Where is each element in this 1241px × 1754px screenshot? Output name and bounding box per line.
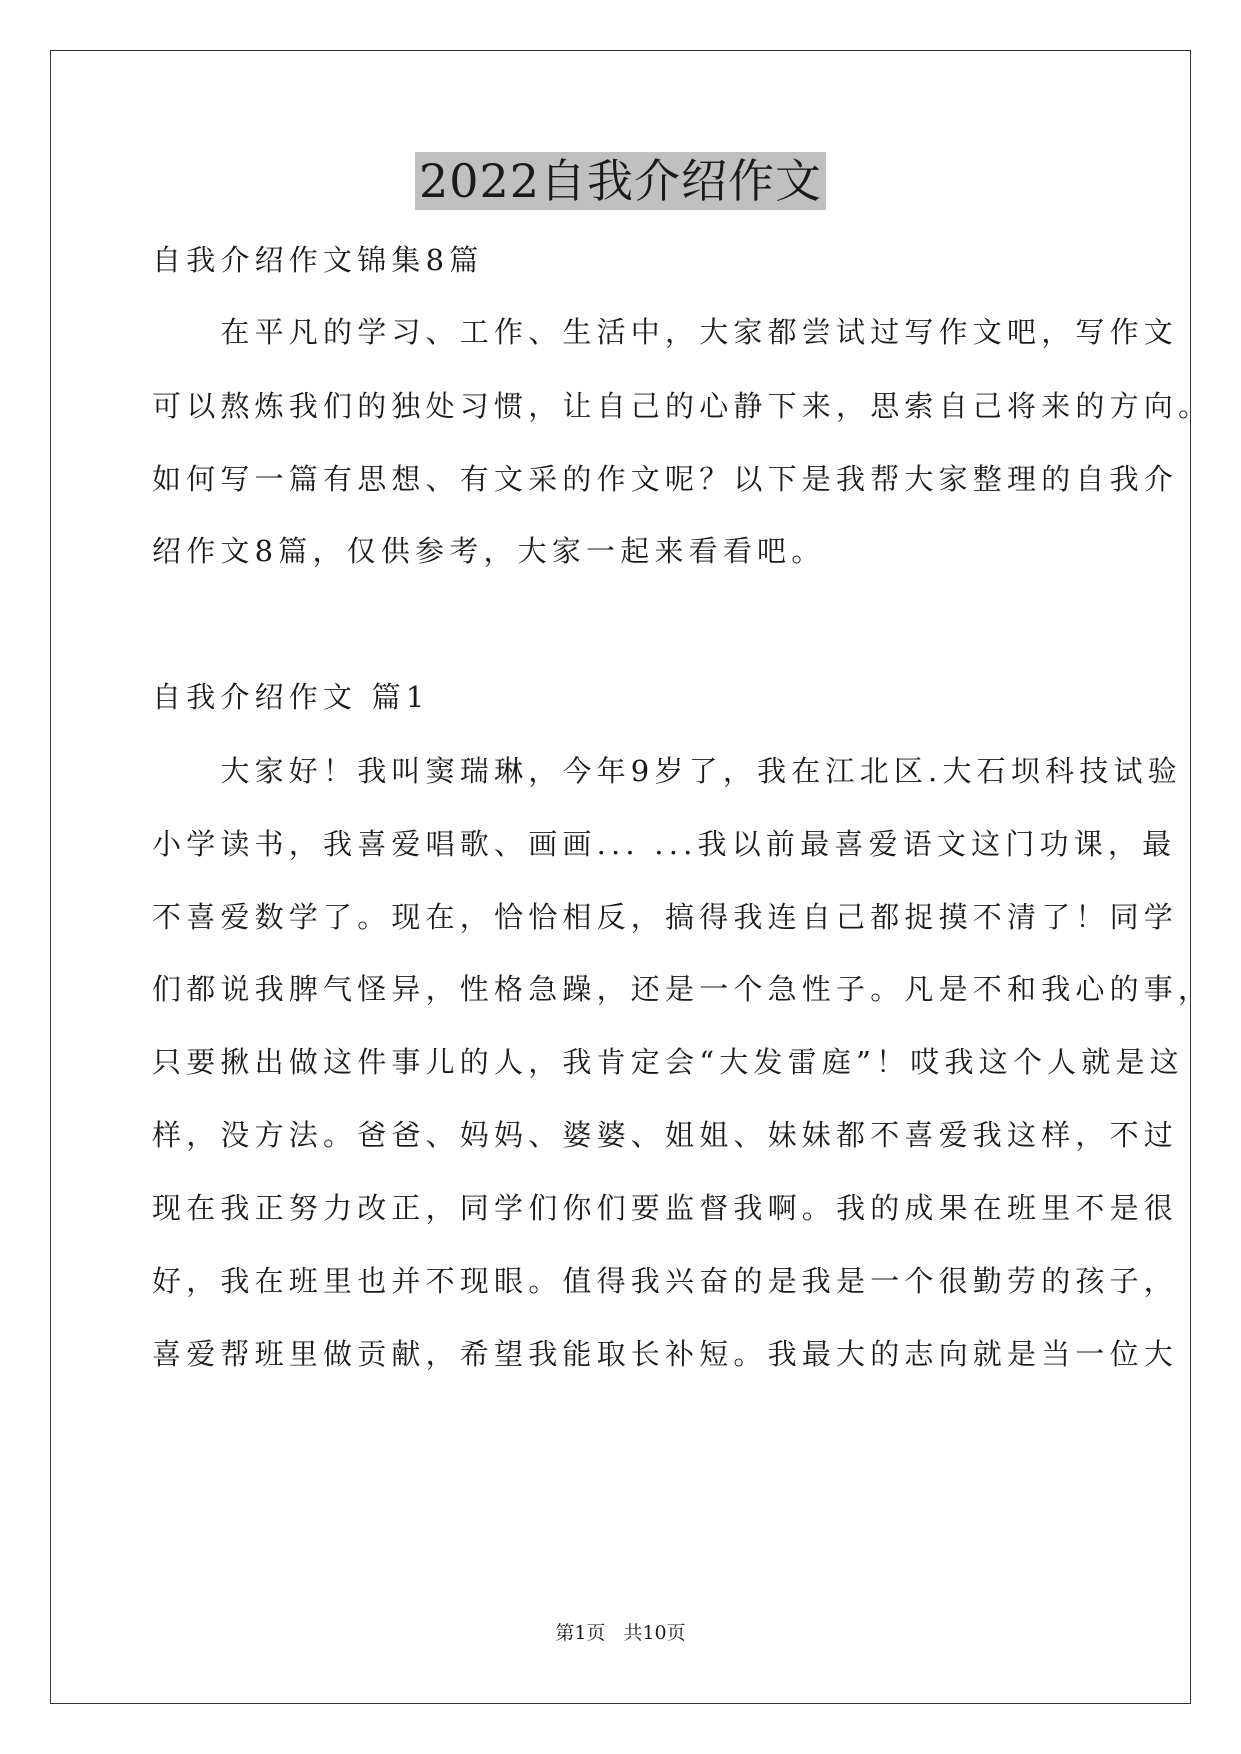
paragraph-line: 只要揪出做这件事儿的人，我肯定会“大发雷庭”！哎我这个人就是这 bbox=[152, 1045, 1184, 1079]
section-heading: 自我介绍作文 篇1 bbox=[152, 680, 430, 714]
page-frame bbox=[50, 50, 1213, 1704]
intro-line: 绍作文8篇，仅供参考，大家一起来看看吧。 bbox=[152, 534, 826, 568]
paragraph-line: 们都说我脾气怪异，性格急躁，还是一个急性子。凡是不和我心的事， bbox=[152, 972, 1213, 1006]
paragraph-line: 现在我正努力改正，同学们你们要监督我啊。我的成果在班里不是很 bbox=[152, 1191, 1179, 1225]
paragraph-line: 大家好！我叫窦瑞琳，今年9岁了，我在江北区.大石坝科技试验 bbox=[152, 754, 1182, 788]
title-container bbox=[0, 152, 1241, 210]
intro-line: 如何写一篇有思想、有文采的作文呢？以下是我帮大家整理的自我介 bbox=[152, 462, 1179, 496]
page-total: 共10页 bbox=[623, 1622, 686, 1644]
paragraph-line: 好，我在班里也并不现眼。值得我兴奋的是我是一个很勤劳的孩子， bbox=[152, 1264, 1179, 1298]
page-number: 第1页 bbox=[555, 1622, 606, 1644]
document-title: 2022自我介绍作文 bbox=[415, 152, 826, 210]
paragraph-line: 样，没方法。爸爸、妈妈、婆婆、姐姐、妹妹都不喜爱我这样，不过 bbox=[152, 1118, 1179, 1152]
page-footer bbox=[0, 1620, 1241, 1646]
paragraph-line: 小学读书，我喜爱唱歌、画画... ...我以前最喜爱语文这门功课，最 bbox=[152, 827, 1177, 861]
intro-line: 在平凡的学习、工作、生活中，大家都尝试过写作文吧，写作文 bbox=[152, 315, 1179, 349]
paragraph-line: 喜爱帮班里做贡献，希望我能取长补短。我最大的志向就是当一位大 bbox=[152, 1337, 1179, 1371]
subtitle: 自我介绍作文锦集8篇 bbox=[152, 243, 484, 277]
intro-line: 可以熬炼我们的独处习惯，让自己的心静下来，思索自己将来的方向。 bbox=[152, 389, 1213, 423]
paragraph-line: 不喜爱数学了。现在，恰恰相反，搞得我连自己都捉摸不清了！同学 bbox=[152, 900, 1179, 934]
